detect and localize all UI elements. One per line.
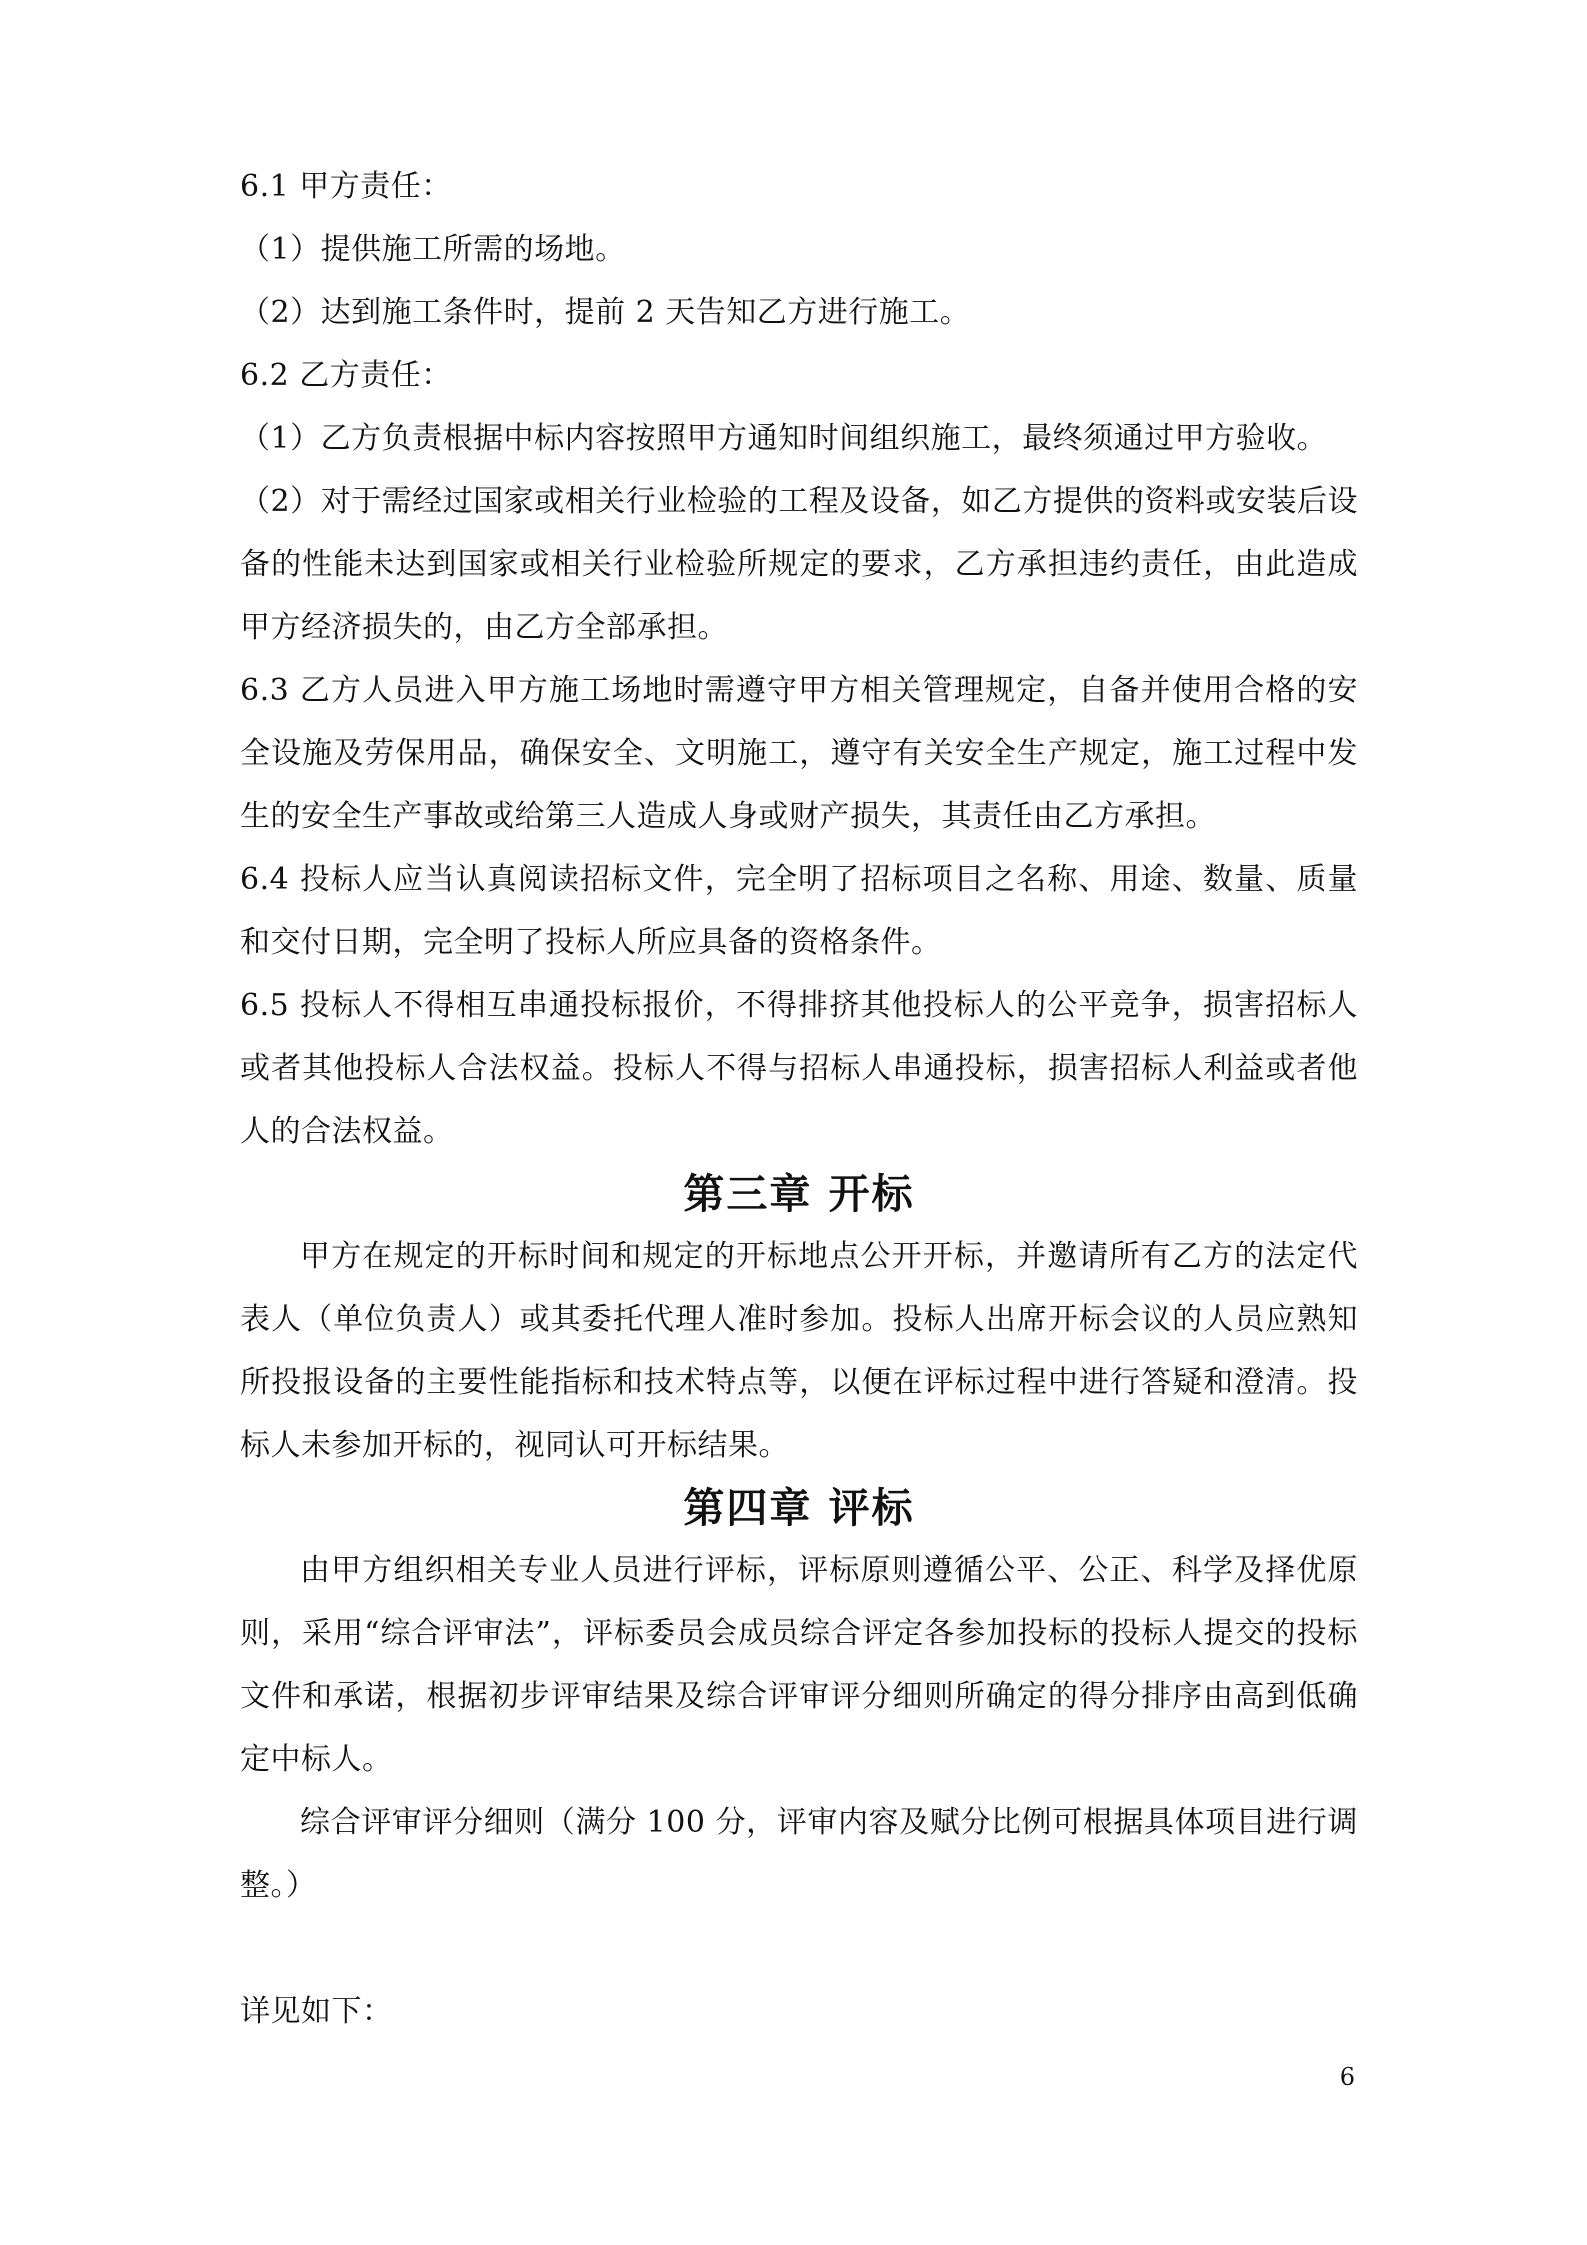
clause-6-2-item-2: （2）对于需经过国家或相关行业检验的工程及设备，如乙方提供的资料或安装后设备的性能未达到国家或相关行业检验所规定的要求，乙方承担违约责任，由此造成甲方经济损失的，由乙方全部承担。: [240, 484, 1358, 645]
page-number: 6: [1339, 2063, 1355, 2091]
closing-line: 详见如下：: [240, 1994, 393, 2029]
clause-6-1-heading: 6.1 甲方责任：: [240, 169, 452, 204]
chapter-4-title: 第四章 评标: [683, 1484, 915, 1532]
clause-6-2-item-1: （1）乙方负责根据中标内容按照甲方通知时间组织施工，最终须通过甲方验收。: [240, 421, 1328, 456]
clause-6-1-item-1: （1）提供施工所需的场地。: [240, 232, 626, 267]
chapter-4-paragraph-2: 综合评审评分细则（满分 100 分，评审内容及赋分比例可根据具体项目进行调整。）: [240, 1805, 1358, 1903]
chapter-3-paragraph: 甲方在规定的开标时间和规定的开标地点公开开标，并邀请所有乙方的法定代表人（单位负责人）或其委托代理人准时参加。投标人出席开标会议的人员应熟知所投报设备的主要性能指标和技术特点等，以便在评标过程中进行答疑和澄清。投标人未参加开标的，视同认可开标结果。: [240, 1239, 1358, 1463]
document-content: [240, 155, 1358, 2043]
clause-6-4: 6.4 投标人应当认真阅读招标文件，完全明了招标项目之名称、用途、数量、质量和交付日期，完全明了投标人所应具备的资格条件。: [240, 862, 1358, 960]
chapter-3-title: 第三章 开标: [683, 1170, 915, 1218]
clause-6-1-item-2: （2）达到施工条件时，提前 2 天告知乙方进行施工。: [240, 295, 971, 330]
clause-6-5: 6.5 投标人不得相互串通投标报价，不得排挤其他投标人的公平竞争，损害招标人或者其他投标人合法权益。投标人不得与招标人串通投标，损害招标人利益或者他人的合法权益。: [240, 988, 1358, 1149]
clause-6-2-heading: 6.2 乙方责任：: [240, 358, 452, 393]
chapter-4-paragraph-1: 由甲方组织相关专业人员进行评标，评标原则遵循公平、公正、科学及择优原则，采用“综合评审法”，评标委员会成员综合评定各参加投标的投标人提交的投标文件和承诺，根据初步评审结果及综合评审评分细则所确定的得分排序由高到低确定中标人。: [240, 1553, 1358, 1777]
clause-6-3: 6.3 乙方人员进入甲方施工场地时需遵守甲方相关管理规定，自备并使用合格的安全设施及劳保用品，确保安全、文明施工，遵守有关安全生产规定，施工过程中发生的安全生产事故或给第三人造成人身或财产损失，其责任由乙方承担。: [240, 673, 1358, 834]
paragraph-gap: [240, 1917, 1358, 1980]
